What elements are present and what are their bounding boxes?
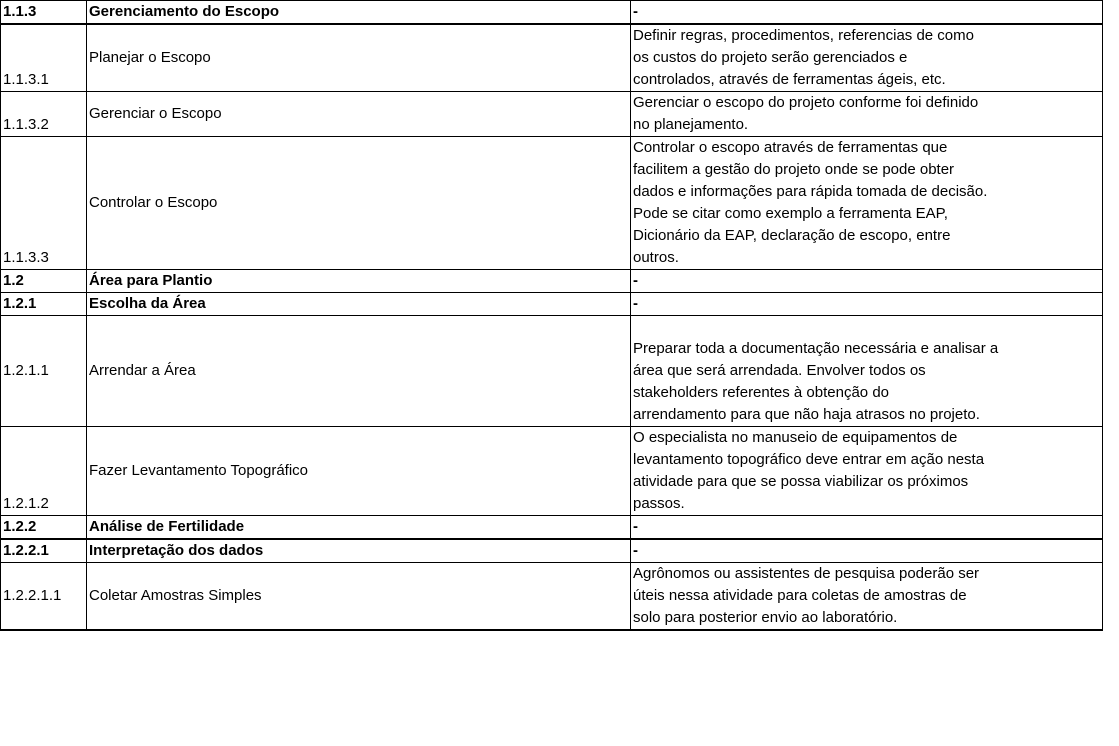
description-line: Dicionário da EAP, declaração de escopo, entre — [633, 227, 951, 244]
wbs-description: - — [631, 516, 1103, 540]
table-row — [1, 563, 1103, 631]
wbs-activity-name: Fazer Levantamento Topográfico — [87, 427, 631, 516]
wbs-activity-name: Escolha da Área — [87, 293, 631, 316]
wbs-code: 1.2.1.1 — [1, 316, 87, 427]
description-line: Pode se citar como exemplo a ferramenta EAP, — [633, 205, 948, 222]
wbs-activity-name: Coletar Amostras Simples — [87, 563, 631, 631]
description-line: os custos do projeto serão gerenciados e — [633, 49, 908, 66]
wbs-description: - — [631, 539, 1103, 563]
table-row — [1, 270, 1103, 293]
wbs-description — [631, 427, 1103, 516]
description-line: dados e informações para rápida tomada de decisão. — [633, 183, 988, 200]
wbs-code: 1.2 — [1, 270, 87, 293]
description-line: Definir regras, procedimentos, referencias de como — [633, 27, 974, 44]
table-row — [1, 293, 1103, 316]
wbs-description: - — [631, 1, 1103, 25]
wbs-code: 1.1.3.2 — [1, 92, 87, 137]
wbs-activity-name: Gerenciar o Escopo — [87, 92, 631, 137]
wbs-description — [631, 316, 1103, 427]
table-row — [1, 516, 1103, 540]
wbs-code: 1.2.2 — [1, 516, 87, 540]
wbs-code: 1.1.3.3 — [1, 137, 87, 270]
table-row — [1, 427, 1103, 516]
description-line: Agrônomos ou assistentes de pesquisa poderão ser — [633, 565, 980, 582]
wbs-description — [631, 563, 1103, 631]
wbs-code: 1.2.1 — [1, 293, 87, 316]
wbs-description — [631, 92, 1103, 137]
table-row — [1, 92, 1103, 137]
description-line: solo para posterior envio ao laboratório. — [633, 609, 898, 626]
description-line: Controlar o escopo através de ferramentas que — [633, 139, 948, 156]
wbs-activity-name: Planejar o Escopo — [87, 24, 631, 92]
description-line: Preparar toda a documentação necessária e analisar a — [633, 340, 999, 357]
wbs-activity-name: Interpretação dos dados — [87, 539, 631, 563]
description-line: arrendamento para que não haja atrasos no projeto. — [633, 406, 980, 423]
wbs-description: - — [631, 270, 1103, 293]
table-row — [1, 316, 1103, 427]
wbs-description: - — [631, 293, 1103, 316]
wbs-code: 1.2.1.2 — [1, 427, 87, 516]
wbs-activity-name: Área para Plantio — [87, 270, 631, 293]
description-line — [633, 316, 1100, 338]
description-line: atividade para que se possa viabilizar os próximos — [633, 473, 969, 490]
wbs-code: 1.2.2.1 — [1, 539, 87, 563]
description-line: área que será arrendada. Envolver todos os — [633, 362, 926, 379]
description-line: outros. — [633, 249, 679, 266]
wbs-activity-name: Gerenciamento do Escopo — [87, 1, 631, 25]
table-row — [1, 1, 1103, 25]
table-row — [1, 539, 1103, 563]
description-line: no planejamento. — [633, 116, 749, 133]
description-line: O especialista no manuseio de equipamentos de — [633, 429, 958, 446]
description-line: passos. — [633, 495, 685, 512]
description-line: facilitem a gestão do projeto onde se pode obter — [633, 161, 955, 178]
description-line: stakeholders referentes à obtenção do — [633, 384, 890, 401]
wbs-description — [631, 137, 1103, 270]
wbs-activity-name: Arrendar a Área — [87, 316, 631, 427]
wbs-code: 1.2.2.1.1 — [1, 563, 87, 631]
description-line: úteis nessa atividade para coletas de amostras de — [633, 587, 967, 604]
wbs-activity-name: Análise de Fertilidade — [87, 516, 631, 540]
wbs-activity-name: Controlar o Escopo — [87, 137, 631, 270]
wbs-code: 1.1.3 — [1, 1, 87, 25]
table-row — [1, 137, 1103, 270]
description-line: levantamento topográfico deve entrar em ação nesta — [633, 451, 985, 468]
description-line: Gerenciar o escopo do projeto conforme foi definido — [633, 94, 979, 111]
wbs-code: 1.1.3.1 — [1, 24, 87, 92]
description-line: controlados, através de ferramentas ágeis, etc. — [633, 71, 946, 88]
wbs-description — [631, 24, 1103, 92]
table-row — [1, 24, 1103, 92]
